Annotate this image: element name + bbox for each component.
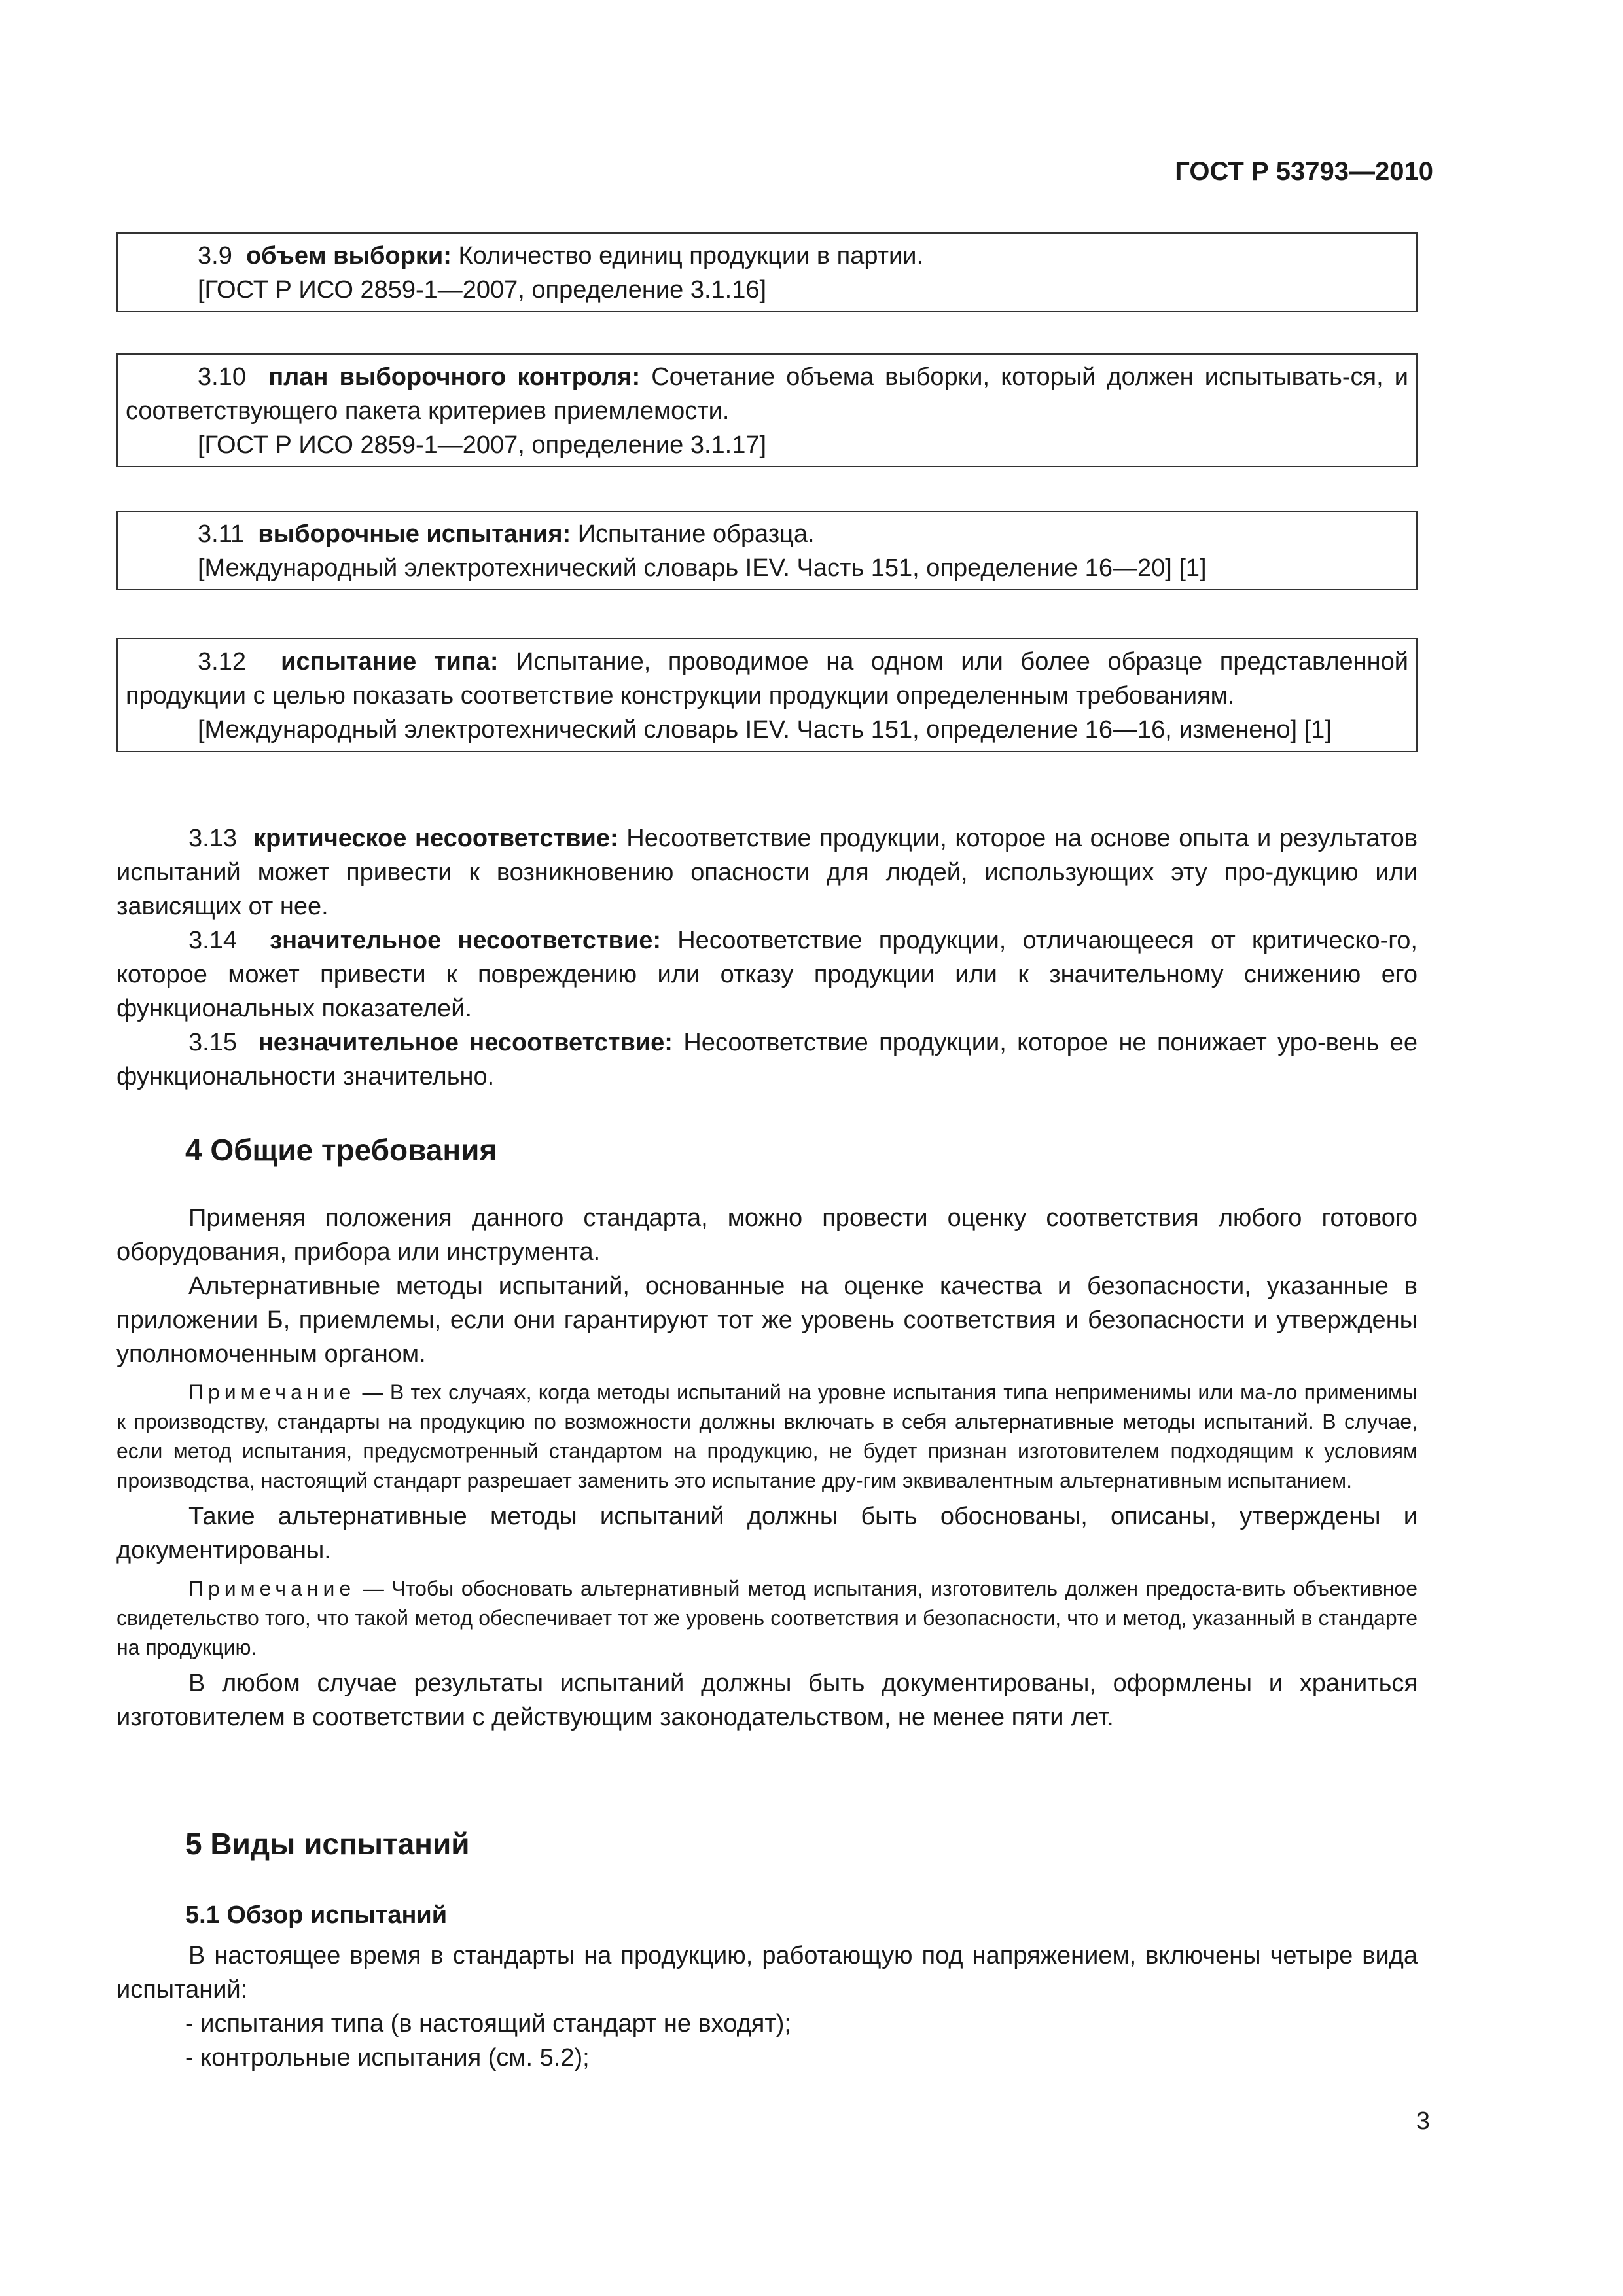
def-source: [ГОСТ Р ИСО 2859-1—2007, определение 3.1.16] <box>198 276 767 304</box>
paragraph: Альтернативные методы испытаний, основанные на оценке качества и безопасности, указанные в приложении Б, приемлемы, если они гарантируют тот же уровень соответствия и безопасности и утверждены уполномоченным органом. <box>116 1272 1418 1368</box>
term-name: критическое несоответствие: <box>253 825 618 852</box>
paragraph: В любом случае результаты испытаний должны быть документированы, оформлены и храниться изготовителем в соответствии с действующим законодательством, не менее пяти лет. <box>116 1670 1418 1731</box>
def-term: план выборочного контроля: <box>268 363 641 391</box>
term-num: 3.14 <box>188 927 237 954</box>
terms-block <box>116 821 1418 1094</box>
note-label: Примечание <box>188 1380 356 1404</box>
term-num: 3.13 <box>188 825 237 852</box>
section-4-heading: 4 Общие требования <box>185 1133 497 1167</box>
term-3-15 <box>116 1026 1418 1094</box>
document-number: ГОСТ Р 53793—2010 <box>1175 157 1433 186</box>
definition-box-3-10 <box>116 353 1418 467</box>
def-source: [Международный электротехнический словарь IEV. Часть 151, определение 16—20] [1] <box>198 554 1207 582</box>
list-item: - контрольные испытания (см. 5.2); <box>185 2044 590 2072</box>
def-text: Количество единиц продукции в партии. <box>451 242 924 270</box>
def-term: объем выборки: <box>245 242 452 270</box>
definition-box-3-11 <box>116 511 1418 590</box>
term-name: незначительное несоответствие: <box>258 1029 673 1056</box>
def-num: 3.10 <box>198 363 246 391</box>
def-term: выборочные испытания: <box>258 520 571 548</box>
def-term: испытание типа: <box>281 648 499 675</box>
note-text: — В тех случаях, когда методы испытаний на уровне испытания типа неприменимы или ма-ло применимы к производству, стандарты на продукцию по возможности должны включать в себя альтернативные методы испытаний. В случае, если метод испытания, предусмотренный стандартом на продукцию, не будет признан изготовителем подходящим к условиям производства, настоящий стандарт разрешает заменить это испытание дру-гим эквивалентным альтернативным испытанием. <box>116 1380 1418 1492</box>
term-text: Несоответствие продукции, которое не понижает уро-вень ее функциональности значительно. <box>116 1029 1418 1090</box>
section-5-1-heading: 5.1 Обзор испытаний <box>185 1901 448 1929</box>
paragraph: Такие альтернативные методы испытаний должны быть обоснованы, описаны, утверждены и документированы. <box>116 1503 1418 1564</box>
term-text: Несоответствие продукции, отличающееся от критическо-го, которое может привести к повреждению или отказу продукции или к значительному снижению его функциональных показателей. <box>116 927 1418 1022</box>
list-item: - испытания типа (в настоящий стандарт не входят); <box>185 2010 791 2037</box>
def-num: 3.12 <box>198 648 246 675</box>
page-number: 3 <box>1416 2108 1430 2135</box>
note <box>116 1378 1418 1496</box>
note-text: — Чтобы обосновать альтернативный метод испытания, изготовитель должен предоста-вить объективное свидетельство того, что такой метод обеспечивает тот же уровень соответствия и безопасности, что и метод, указанный в стандарте на продукцию. <box>116 1577 1418 1659</box>
def-num: 3.9 <box>198 242 232 270</box>
section-5-heading: 5 Виды испытаний <box>185 1827 470 1861</box>
def-source: [ГОСТ Р ИСО 2859-1—2007, определение 3.1.17] <box>198 431 767 459</box>
definition-box-3-12 <box>116 638 1418 752</box>
def-source: [Международный электротехнический словарь IEV. Часть 151, определение 16—16, изменено] [1] <box>198 716 1332 744</box>
term-text: Несоответствие продукции, которое на основе опыта и результатов испытаний может привести к возникновению опасности для людей, использующих эту про-дукцию или зависящих от нее. <box>116 825 1418 920</box>
paragraph: В настоящее время в стандарты на продукцию, работающую под напряжением, включены четыре вида испытаний: <box>116 1942 1418 2003</box>
note <box>116 1574 1418 1662</box>
def-text: Сочетание объема выборки, который должен испытывать-ся, и соответствующего пакета критериев приемлемости. <box>126 363 1408 425</box>
section-4-body <box>116 1201 1418 1734</box>
def-text: Испытание, проводимое на одном или более образце представленной продукции с целью показать соответствие конструкции продукции определенным требованиям. <box>126 648 1408 709</box>
def-text: Испытание образца. <box>571 520 815 548</box>
term-name: значительное несоответствие: <box>270 927 662 954</box>
term-3-13 <box>116 821 1418 924</box>
def-num: 3.11 <box>198 520 245 548</box>
term-3-14 <box>116 924 1418 1026</box>
paragraph: Применяя положения данного стандарта, можно провести оценку соответствия любого готового оборудования, прибора или инструмента. <box>116 1204 1418 1266</box>
definition-box-3-9 <box>116 232 1418 312</box>
term-num: 3.15 <box>188 1029 237 1056</box>
note-label: Примечание <box>188 1577 356 1600</box>
section-5-body <box>116 1939 1418 2075</box>
